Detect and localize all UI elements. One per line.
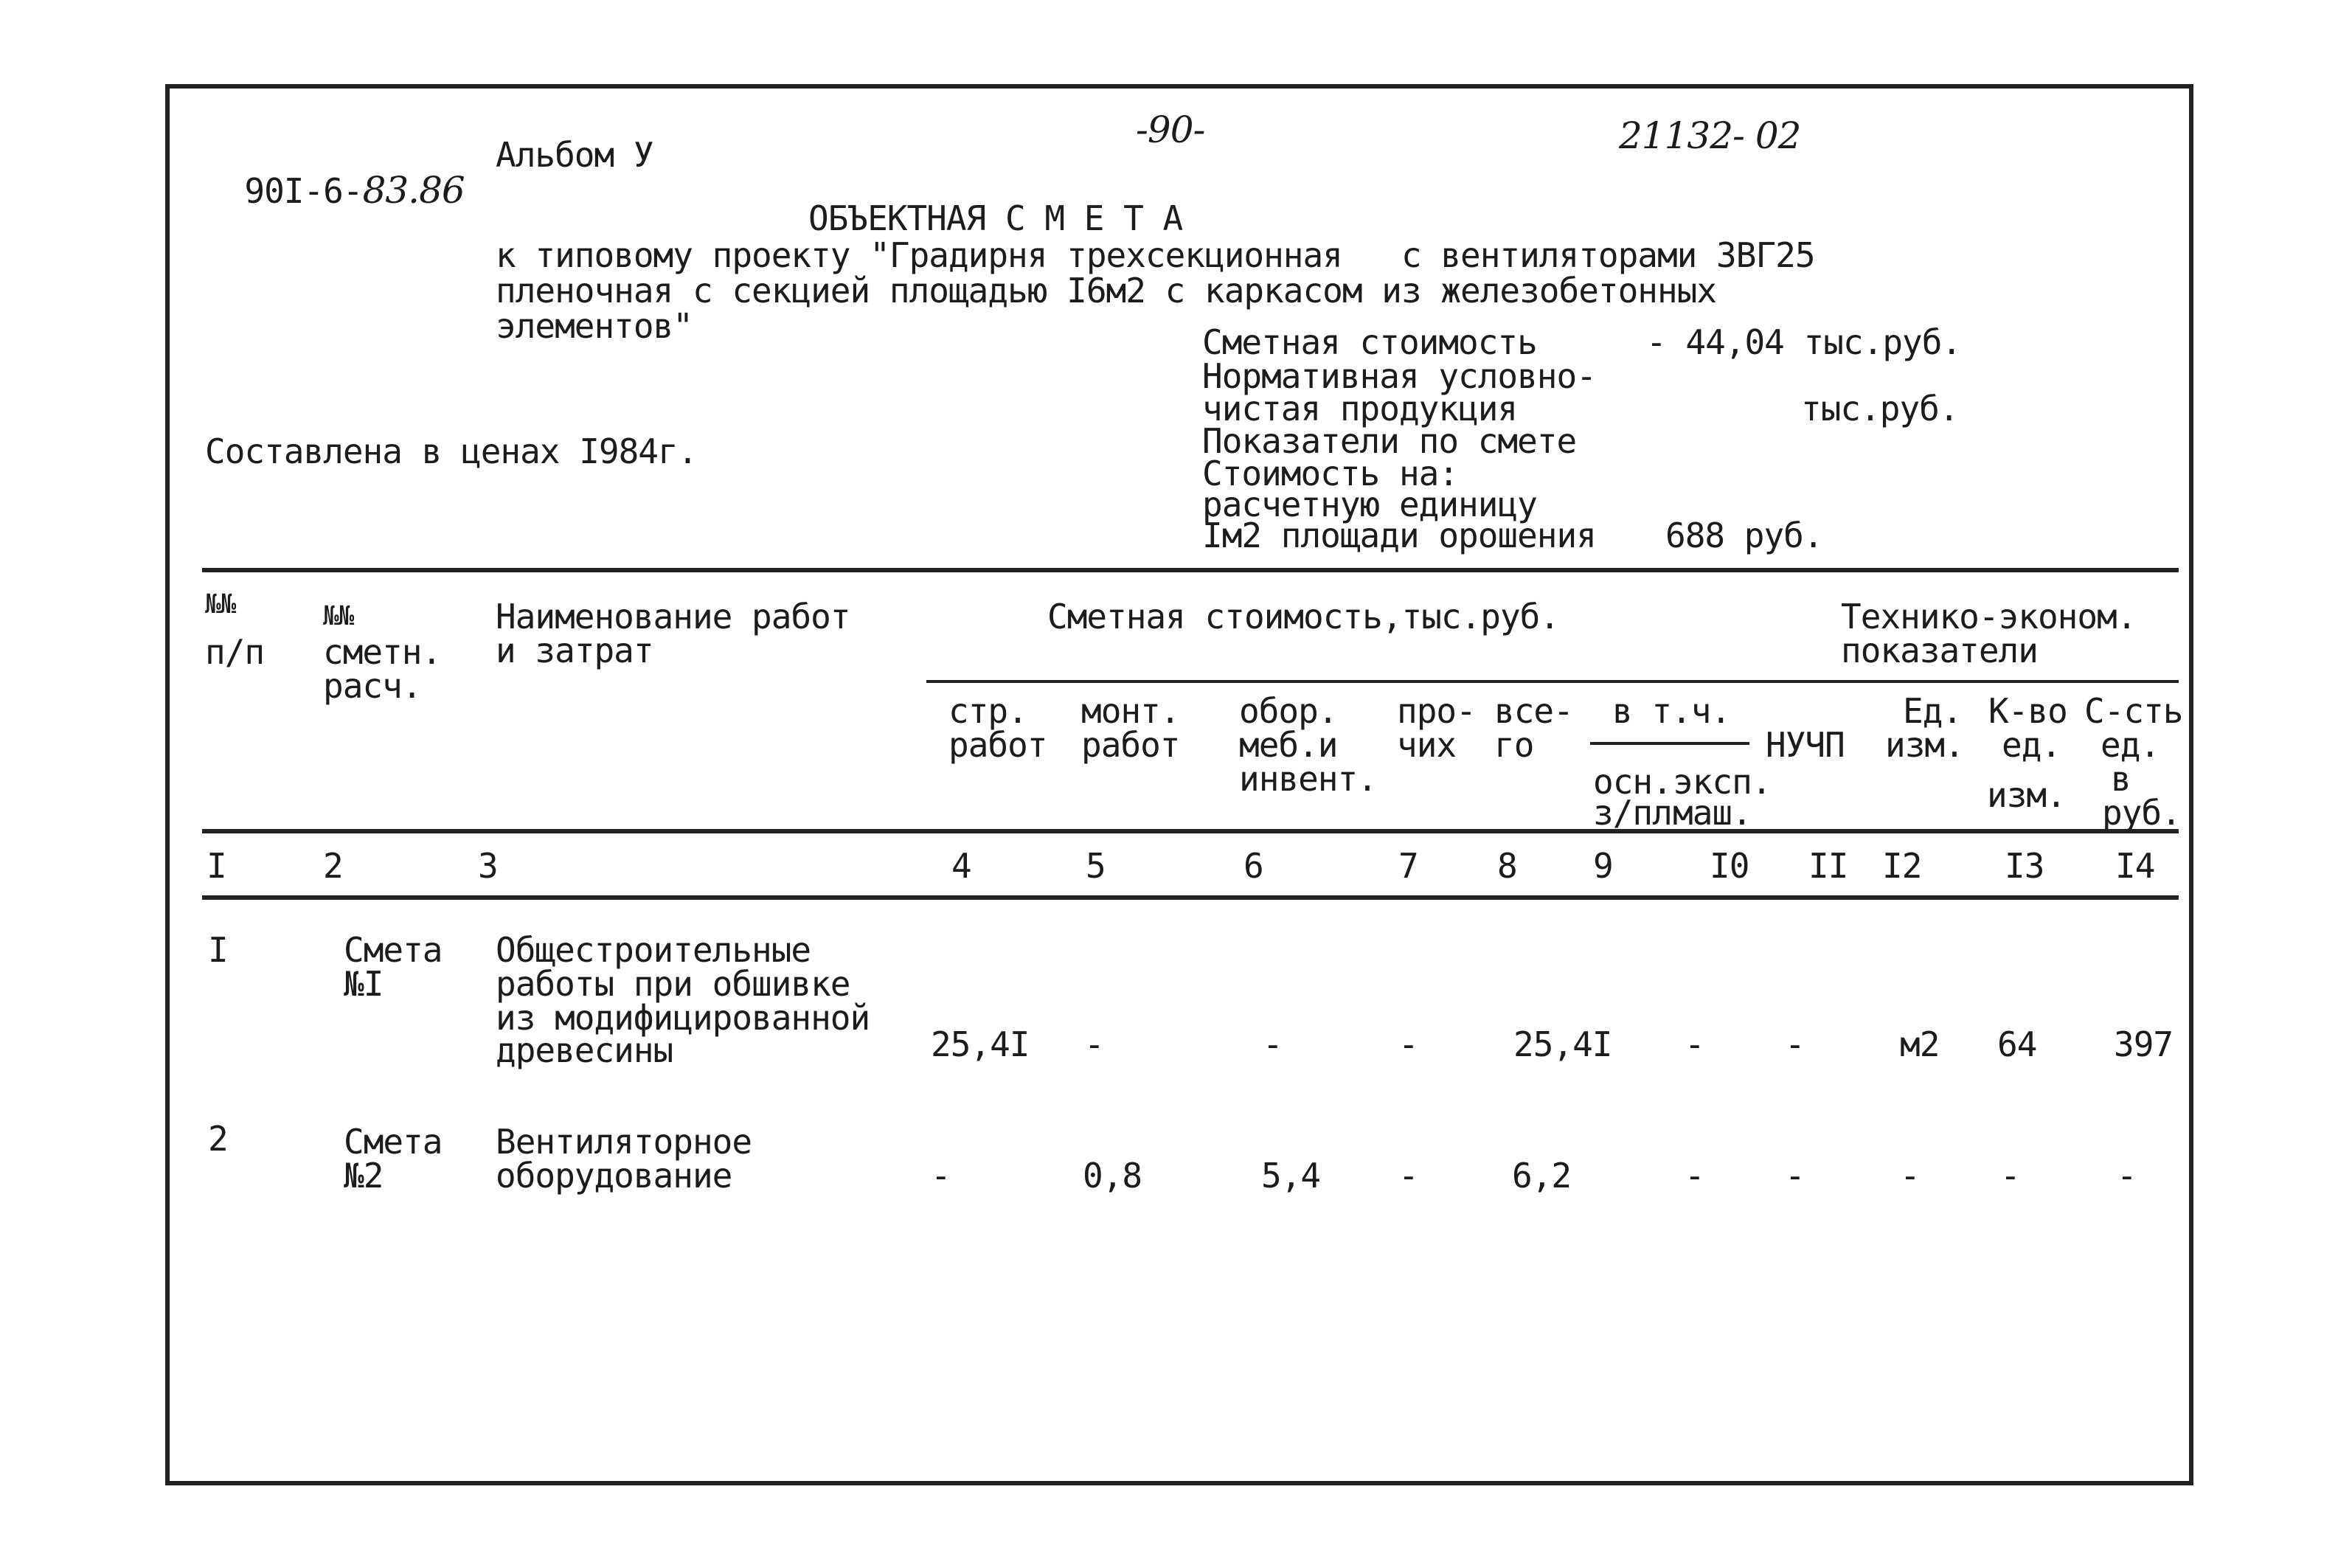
unit-label: расчетную единицу	[1202, 485, 1537, 524]
page-number: -90-	[1136, 108, 1205, 151]
document-title: ОБЪЕКТНАЯ С М Е Т А	[808, 198, 1183, 238]
cell-other: -	[1398, 1024, 1418, 1064]
estimate-ref-a: Смета	[344, 1122, 443, 1162]
header-c13-a: К-во	[1988, 691, 2067, 731]
cell-other: -	[1398, 1156, 1418, 1196]
group-underline	[926, 680, 2179, 683]
header-c14-b: ед.	[2101, 725, 2160, 765]
header-cost-group: Сметная стоимость,тыс.руб.	[1047, 597, 1560, 636]
header-c5-b: работ	[1081, 725, 1180, 765]
cell-construction: -	[931, 1156, 951, 1196]
cost-label: Сметная стоимость	[1202, 322, 1537, 362]
cell-unit-cost: 397	[2114, 1024, 2174, 1064]
cell-quantity: -	[2000, 1156, 2020, 1196]
cell-quantity: 64	[1997, 1024, 2037, 1064]
cost-value: - 44,04 тыс.руб.	[1646, 322, 1962, 362]
title-line-3: элементов"	[496, 306, 693, 346]
norm-label-2: чистая продукция	[1202, 389, 1518, 429]
cell-machines: -	[1785, 1156, 1805, 1196]
work-name-line: Вентиляторное	[496, 1122, 752, 1162]
col-number-9: 9	[1593, 846, 1613, 886]
document-code-prefix: 90I-6-	[244, 171, 363, 211]
header-incl: в т.ч.	[1612, 691, 1731, 731]
header-col1-b: п/п	[205, 632, 265, 672]
cell-equipment: -	[1263, 1024, 1283, 1064]
header-c4-b: работ	[948, 725, 1047, 765]
work-name-line: древесины	[496, 1030, 673, 1070]
title-line-2: пленочная с секцией площадью I6м2 с каркасом из железобетонных	[496, 271, 1717, 311]
col-numbers-rule	[202, 895, 2179, 900]
document-code-suffix: 83.86	[362, 169, 465, 212]
header-c6-a: обор.	[1239, 691, 1338, 731]
col-number-10: I0	[1710, 846, 1749, 886]
row-number: I	[208, 930, 228, 970]
header-col2-b: сметн.	[323, 632, 442, 672]
header-c10-a: эксп.	[1673, 762, 1772, 802]
col-number-11: II	[1808, 846, 1848, 886]
table-top-rule	[202, 568, 2179, 572]
header-col2-c: расч.	[323, 666, 422, 706]
incl-underline	[1590, 742, 1749, 745]
estimate-ref-a: Смета	[344, 930, 443, 970]
header-c14-a: С-сть	[2084, 691, 2183, 731]
col-number-7: 7	[1398, 846, 1418, 886]
header-c11: НУЧП	[1766, 725, 1845, 765]
header-col3-a: Наименование работ	[496, 597, 850, 636]
header-c12-b: изм.	[1885, 725, 1964, 765]
cell-total: 25,4I	[1513, 1024, 1612, 1064]
header-col2-a: №№	[323, 601, 354, 631]
cell-unit: м2	[1900, 1024, 1940, 1064]
header-c13-b: ед.	[2002, 725, 2061, 765]
cell-wages: -	[1685, 1024, 1704, 1064]
header-c7-a: про-	[1397, 691, 1476, 731]
header-bottom-rule	[202, 829, 2179, 833]
estimate-ref-b: №I	[344, 964, 384, 1004]
cell-unit: -	[1900, 1156, 1920, 1196]
col-number-8: 8	[1497, 846, 1517, 886]
prices-note: Составлена в ценах I984г.	[205, 431, 698, 471]
cell-assembly: 0,8	[1083, 1156, 1142, 1196]
cost-per-label: Стоимость на:	[1202, 454, 1459, 493]
norm-label-1: Нормативная условно-	[1202, 356, 1596, 396]
work-name-line: из модифицированной	[496, 998, 870, 1038]
cell-wages: -	[1685, 1156, 1704, 1196]
col-number-3: 3	[478, 846, 498, 886]
header-c13-c: изм.	[1987, 775, 2066, 815]
header-c6-b: меб.и	[1239, 725, 1338, 765]
title-line-1: к типовому проекту "Градирня трехсекционная с вентиляторами ЗВГ25	[496, 235, 1815, 275]
header-c14-c: в	[2111, 759, 2131, 799]
header-c5-a: монт.	[1081, 691, 1180, 731]
work-name-line: работы при обшивке	[496, 964, 850, 1004]
header-c9-b: з/пл	[1593, 793, 1672, 833]
header-c6-c: инвент.	[1239, 759, 1377, 799]
header-c12-a: Ед.	[1903, 691, 1963, 731]
cell-total: 6,2	[1512, 1156, 1572, 1196]
indicators-label: Показатели по смете	[1202, 421, 1577, 461]
document-code	[205, 137, 465, 212]
album-label: Альбом У	[496, 135, 653, 175]
cell-equipment: 5,4	[1261, 1156, 1321, 1196]
doc-number: 21132- 02	[1619, 114, 1801, 157]
header-c8-b: го	[1494, 725, 1534, 765]
cell-assembly: -	[1084, 1024, 1104, 1064]
work-name-line: оборудование	[496, 1156, 732, 1196]
col-number-4: 4	[951, 846, 971, 886]
header-tech-group-a: Технико-эконом.	[1841, 597, 2137, 636]
header-c9-a: осн.	[1593, 762, 1672, 802]
header-col3-b: и затрат	[496, 631, 653, 670]
col-number-13: I3	[2005, 846, 2044, 886]
col-number-1: I	[207, 846, 226, 886]
cell-unit-cost: -	[2117, 1156, 2137, 1196]
col-number-14: I4	[2115, 846, 2155, 886]
col-number-5: 5	[1086, 846, 1106, 886]
cell-machines: -	[1785, 1024, 1805, 1064]
area-label: Iм2 площади орошения	[1202, 516, 1596, 555]
header-c7-b: чих	[1397, 725, 1457, 765]
cell-construction: 25,4I	[931, 1024, 1030, 1064]
col-number-12: I2	[1882, 846, 1922, 886]
work-name-line: Общестроительные	[496, 930, 811, 970]
header-col1-a: №№	[205, 589, 236, 620]
col-number-6: 6	[1243, 846, 1263, 886]
col-number-2: 2	[323, 846, 343, 886]
header-c4-a: стр.	[948, 691, 1027, 731]
header-c10-b: маш.	[1673, 793, 1752, 833]
header-tech-group-b: показатели	[1841, 631, 2038, 670]
header-c14-d: руб.	[2102, 793, 2181, 833]
row-number: 2	[208, 1119, 228, 1159]
estimate-ref-b: №2	[344, 1156, 384, 1196]
header-c8-a: все-	[1494, 691, 1573, 731]
area-value: 688 руб.	[1665, 516, 1823, 555]
norm-value: тыс.руб.	[1801, 389, 1959, 429]
